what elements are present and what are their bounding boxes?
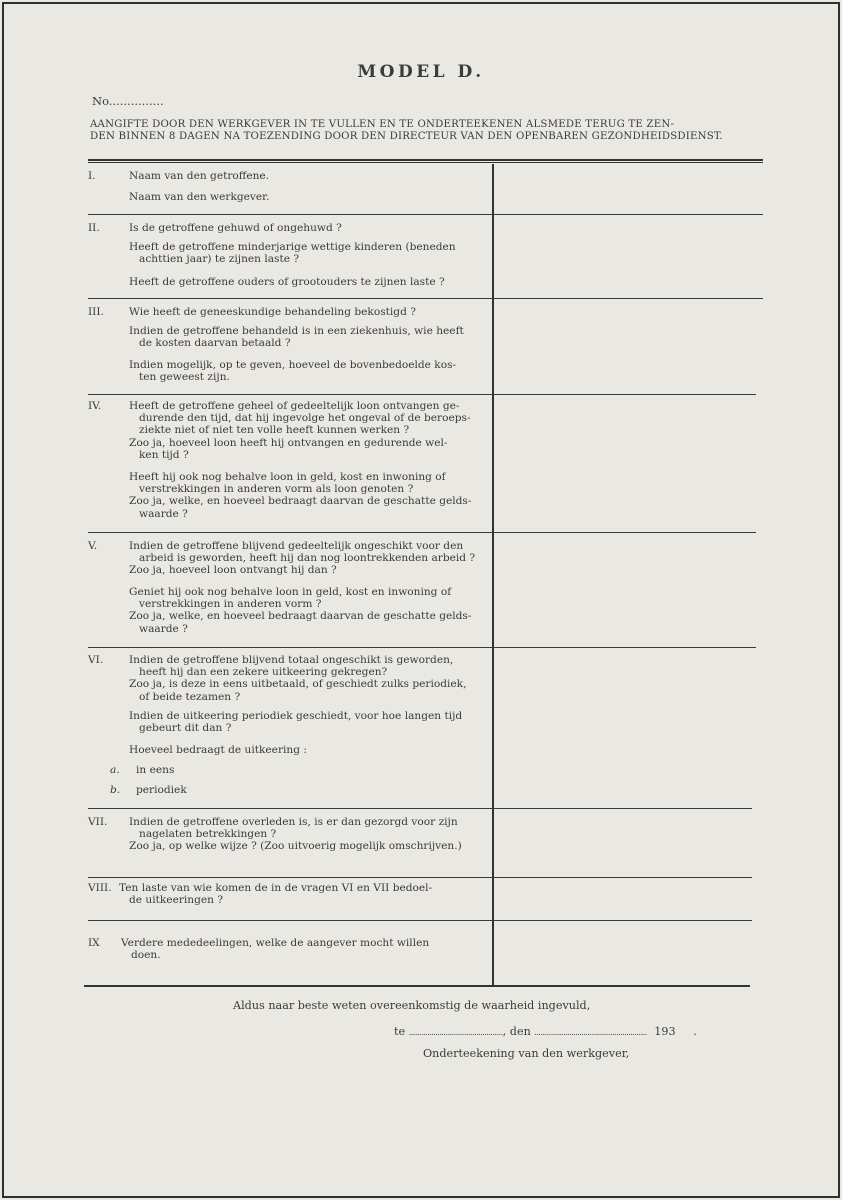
instruction-line-1: AANGIFTE DOOR DEN WERKGEVER IN TE VULLEN EN TE ONDERTEEKENEN ALSMEDE TERUG TE ZEN- — [90, 119, 675, 130]
question: Geniet hij ook nog behalve loon in geld, kost en inwoning of verstrekkingen in anderen vorm ? Zoo ja, welke, en hoeveel bedraagt daarvan de geschatte gelds- waarde ? — [129, 586, 472, 635]
question: Ten laste van wie komen de in de vragen VI en VII bedoel- de uitkeeringen ? — [119, 882, 433, 907]
table-top-rule-2 — [88, 162, 763, 163]
place-date-line — [394, 1025, 697, 1038]
question: Indien de getroffene overleden is, is er dan gezorgd voor zijn nagelaten betrekkingen ? Zoo ja, op welke wijze ? (Zoo uitvoerig mogelijk omschrijven.) — [129, 816, 462, 853]
te-label: te — [394, 1025, 406, 1038]
question: Indien mogelijk, op te geven, hoeveel de bovenbedoelde kos- ten geweest zijn. — [129, 359, 457, 384]
den-label: , den — [502, 1025, 531, 1038]
question: Indien de getroffene behandeld is in een ziekenhuis, wie heeft de kosten daarvan betaald ? — [129, 325, 464, 350]
date-field[interactable]: ....................................................... — [534, 1028, 647, 1037]
section-number: VI. — [88, 654, 104, 666]
question: Verdere mededeelingen, welke de aangever mocht willen doen. — [121, 937, 430, 962]
form-instructions — [90, 119, 765, 143]
row-rule — [88, 877, 752, 878]
instruction-line-2: DEN BINNEN 8 DAGEN NA TOEZENDING DOOR DEN DIRECTEUR VAN DEN OPENBAREN GEZONDHEIDSDIENST. — [90, 131, 723, 142]
question: Indien de getroffene blijvend gedeeltelijk ongeschikt voor den arbeid is geworden, heeft hij dan nog loontrekkenden arbeid ? Zoo ja, hoeveel loon ontvangt hij dan ? — [129, 540, 476, 577]
question: Naam van den getroffene. — [129, 170, 270, 182]
question: Heeft de getroffene minderjarige wettige kinderen (beneden achttien jaar) te zijnen laste ? — [129, 241, 456, 266]
form-title: MODEL D. — [357, 62, 485, 82]
section-number: I. — [88, 170, 96, 182]
question: Is de getroffene gehuwd of ongehuwd ? — [129, 222, 342, 234]
question: Heeft de getroffene geheel of gedeeltelijk loon ontvangen ge- durende den tijd, dat hij ingevolge het ongeval of de beroeps- ziekte niet of niet ten volle heeft kunnen werken ? Zoo ja, hoeveel loon heeft hij ontvangen en gedurende wel- ken tijd ? — [129, 400, 471, 461]
period: . — [693, 1025, 697, 1038]
question: Indien de getroffene blijvend totaal ongeschikt is geworden, heeft hij dan een zekere uitkeering gekregen? Zoo ja, is deze in eens uitbetaald, of geschiedt zulks periodiek, of beide tezamen ? — [129, 654, 467, 703]
row-rule — [88, 532, 756, 533]
column-divider — [492, 164, 494, 986]
form-number: No............... — [92, 94, 164, 108]
question: Heeft de getroffene ouders of grootouders te zijnen laste ? — [129, 276, 445, 288]
question: Wie heeft de geneeskundige behandeling bekostigd ? — [129, 306, 416, 318]
question: Naam van den werkgever. — [129, 191, 270, 203]
section-number: IX — [88, 937, 100, 949]
option-text: in eens — [136, 764, 175, 776]
declaration-text: Aldus naar beste weten overeenkomstig de waarheid ingevuld, — [233, 999, 591, 1012]
row-rule — [88, 298, 763, 299]
question: Heeft hij ook nog behalve loon in geld, kost en inwoning of verstrekkingen in anderen vorm als loon genoten ? Zoo ja, welke, en hoeveel bedraagt daarvan de geschatte gelds- waarde ? — [129, 471, 472, 520]
question: Hoeveel bedraagt de uitkeering : — [129, 744, 307, 756]
row-rule — [88, 394, 756, 395]
section-number: III. — [88, 306, 104, 318]
section-number: V. — [88, 540, 98, 552]
table-bottom-rule — [84, 985, 750, 987]
option-label: a. — [110, 764, 120, 776]
row-rule — [88, 808, 752, 809]
table-top-rule — [88, 159, 763, 161]
signature-label: Onderteekening van den werkgever, — [423, 1047, 630, 1060]
option-label: b. — [110, 784, 121, 796]
question: Indien de uitkeering periodiek geschiedt, voor hoe langen tijd gebeurt dit dan ? — [129, 710, 463, 735]
section-number: II. — [88, 222, 100, 234]
option-text: periodiek — [136, 784, 187, 796]
year-prefix: 193 — [654, 1025, 676, 1038]
place-field[interactable]: .............................................. — [408, 1028, 503, 1037]
section-number: VII. — [88, 816, 108, 828]
row-rule — [88, 647, 756, 648]
section-number: VIII. — [88, 882, 112, 894]
row-rule — [88, 214, 763, 215]
section-number: IV. — [88, 400, 102, 412]
row-rule — [88, 920, 752, 921]
